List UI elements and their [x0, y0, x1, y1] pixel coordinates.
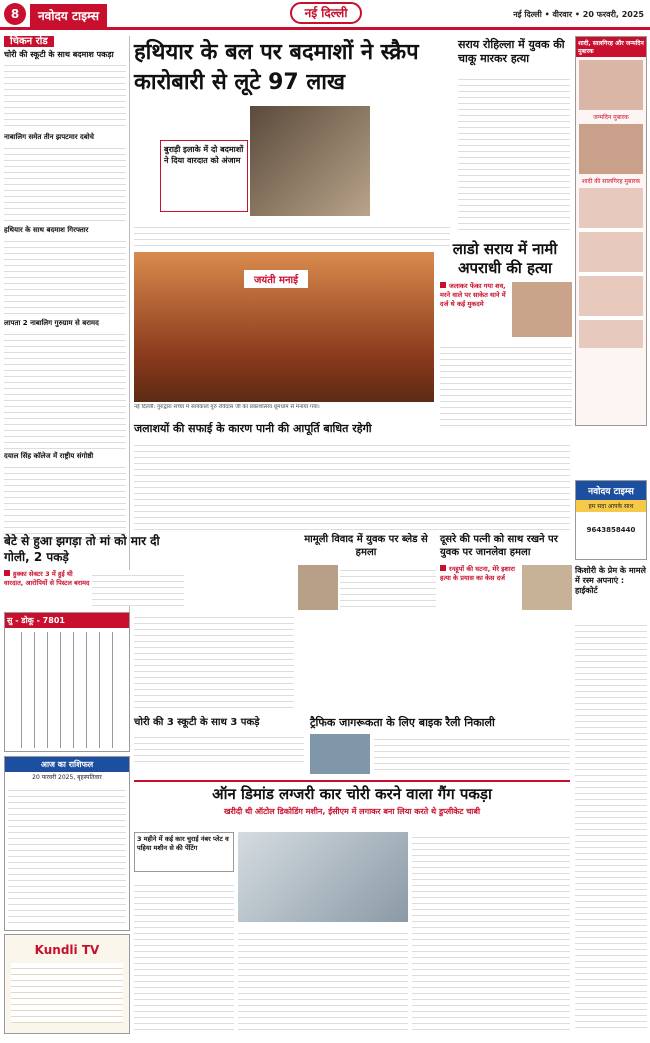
page-header: [0, 0, 650, 30]
left-headline: चोरी की स्कूटी के साथ बदमाश पकड़ा: [4, 50, 114, 59]
lado-photo: [512, 282, 572, 337]
brand-logo: नवोदय टाइम्स: [30, 4, 107, 27]
ad-contact: 9643858440: [586, 526, 636, 534]
water-headline: जलाशयों की सफाई के कारण पानी की आपूर्ति बाधित रहेगी: [134, 422, 372, 435]
right-headline: सराय रोहिल्ला में युवक की चाकू मारकर हत्या: [458, 38, 565, 65]
lado-headline: लाडो सराय में नामी अपराधी की हत्या: [452, 240, 558, 277]
greeting-photo: [579, 60, 643, 110]
ad-brand: नवोदय टाइम्स: [576, 481, 646, 500]
love-story-headline: किशोरी के प्रेम के मामले में रस्म अपनाएं : हाईकोर्ट: [575, 566, 646, 595]
gang-subhead: खरीदी थी ऑटोल डिकोडिंग मशीन, ईसीएम में लगाकर बना लिया करते थे डुप्लीकेट चाबी: [223, 807, 481, 816]
greeting-label-1: जन्मदिन मुबारक: [593, 114, 629, 121]
main-photo: [250, 106, 370, 216]
ad-tagline: हम सदा आपके साथ: [576, 500, 646, 512]
traffic-body: [374, 734, 570, 774]
left-body-2: [4, 143, 126, 223]
love-story-body: [575, 620, 647, 1030]
jayanti-caption: नई दिल्ली: गुरुद्वारा सच्चा में सायंकाल गुरु रविदास जी का प्रकाशोत्सव धूमधाम से मनाया गया।: [134, 404, 320, 410]
left-body-1: [4, 60, 126, 130]
lado-body: [440, 342, 572, 427]
son-sub-text: हुक्का सेक्टर 3 में हुई थी वारदात, आरोपियों से पिस्टल बरामद: [4, 570, 90, 587]
sudoku-grid: [9, 632, 125, 748]
son-continued-body: [134, 612, 294, 712]
gang-body-1: [134, 880, 234, 1030]
scooty-headline: चोरी की 3 स्कूटी के साथ 3 पकड़े: [134, 717, 260, 728]
wife-headline: दूसरे की पत्नी को साथ रखने पर युवक पर जानलेवा हमला: [440, 534, 558, 558]
sudoku-box: [4, 612, 130, 752]
city-badge: नई दिल्ली: [290, 2, 362, 24]
wife-sub: [440, 565, 520, 583]
dateline: नई दिल्ली • वीरवार • 20 फरवरी, 2025: [513, 10, 644, 19]
rashifal-body: [8, 785, 126, 925]
greetings-sidebar: [575, 36, 647, 426]
gang-sidebar: [134, 832, 234, 872]
wife-photo: [522, 565, 572, 610]
jayanti-photo: [134, 252, 434, 402]
lado-sub-text: जलाकर फेंका गया शव, मरने वाले पर साकेत थाने में दर्ज थे कई मुकदमे: [440, 282, 506, 308]
gang-body-3: [238, 928, 408, 1030]
jayanti-label: जयंती मनाई: [244, 270, 308, 288]
left-sub-3: लापता 2 नाबालिग गुरुग्राम से बरामद: [4, 319, 99, 327]
lado-sub: [440, 282, 510, 309]
left-sub-2: हथियार के साथ बदमाश गिरफ्तार: [4, 226, 89, 234]
wife-sub-text: रनहूपों की घटना, मेरे इशारा हत्या के प्रयास का केस दर्ज: [440, 565, 515, 582]
rashifal-title: आज का राशिफल: [5, 757, 129, 772]
gang-headline: ऑन डिमांड लग्जरी कार चोरी करने वाला गैंग पकड़ा: [134, 780, 570, 804]
main-headline: हथियार के बल पर बदमाशों ने स्क्रैप कारोबारी से लूटे 97 लाख: [134, 40, 419, 95]
right-body: [458, 74, 570, 234]
sudoku-title: सु - डोकू - 7801: [5, 613, 129, 628]
traffic-headline: ट्रैफिक जागरूकता के लिए बाइक रैली निकाली: [310, 716, 495, 729]
rashifal-date: 20 फरवरी 2025, बृहस्पतिवार: [32, 774, 102, 781]
main-body: [134, 222, 450, 248]
kundli-body: [11, 963, 123, 1023]
page-number: 8: [4, 3, 26, 25]
kundli-name: Kundli TV: [34, 943, 100, 957]
rashifal-box: [4, 756, 130, 931]
sidebar-box-text: बुराड़ी इलाके में दो बदमाशों ने दिया वारदात को अंजाम: [164, 145, 244, 165]
left-body-3: [4, 236, 126, 316]
son-sub: [4, 570, 90, 588]
gang-body-2: [412, 832, 570, 1030]
newspaper-ad: [575, 480, 647, 560]
water-body: [134, 440, 570, 530]
scooty-body: [134, 732, 304, 762]
blade-photo: [298, 565, 338, 610]
left-sub-1: नाबालिग समेत तीन झपटमार दबोचे: [4, 133, 94, 141]
left-body-5: [4, 462, 126, 542]
left-sub-4: दयाल सिंह कॉलेज में राष्ट्रीय संगोष्ठी: [4, 452, 94, 460]
blade-headline: मामूली विवाद में युवक पर ब्लेड से हमला: [304, 534, 428, 558]
greeting-photo-grid: [579, 188, 643, 348]
left-body-4: [4, 329, 126, 449]
blade-body: [340, 565, 436, 610]
greeting-label-2: शादी की सालगिरह मुबारक: [581, 178, 641, 185]
main-sidebar-box: [160, 140, 248, 212]
greetings-title: शादी, सालगिरह और जन्मदिन मुबारक: [576, 37, 646, 57]
gang-sidebar-text: 3 महीने में कई कार चुराई नंबर प्लेट व पहिया मशीन से की पेंटिंग: [137, 835, 229, 852]
section-tag: चिकन रोड: [4, 36, 54, 47]
son-headline: बेटे से हुआ झगड़ा तो मां को मार दी गोली, 2 पकड़े: [4, 534, 160, 564]
kundli-ad: [4, 934, 130, 1034]
son-body: [92, 570, 184, 606]
traffic-photo: [310, 734, 370, 774]
gang-photo: [238, 832, 408, 922]
greeting-photo: [579, 124, 643, 174]
